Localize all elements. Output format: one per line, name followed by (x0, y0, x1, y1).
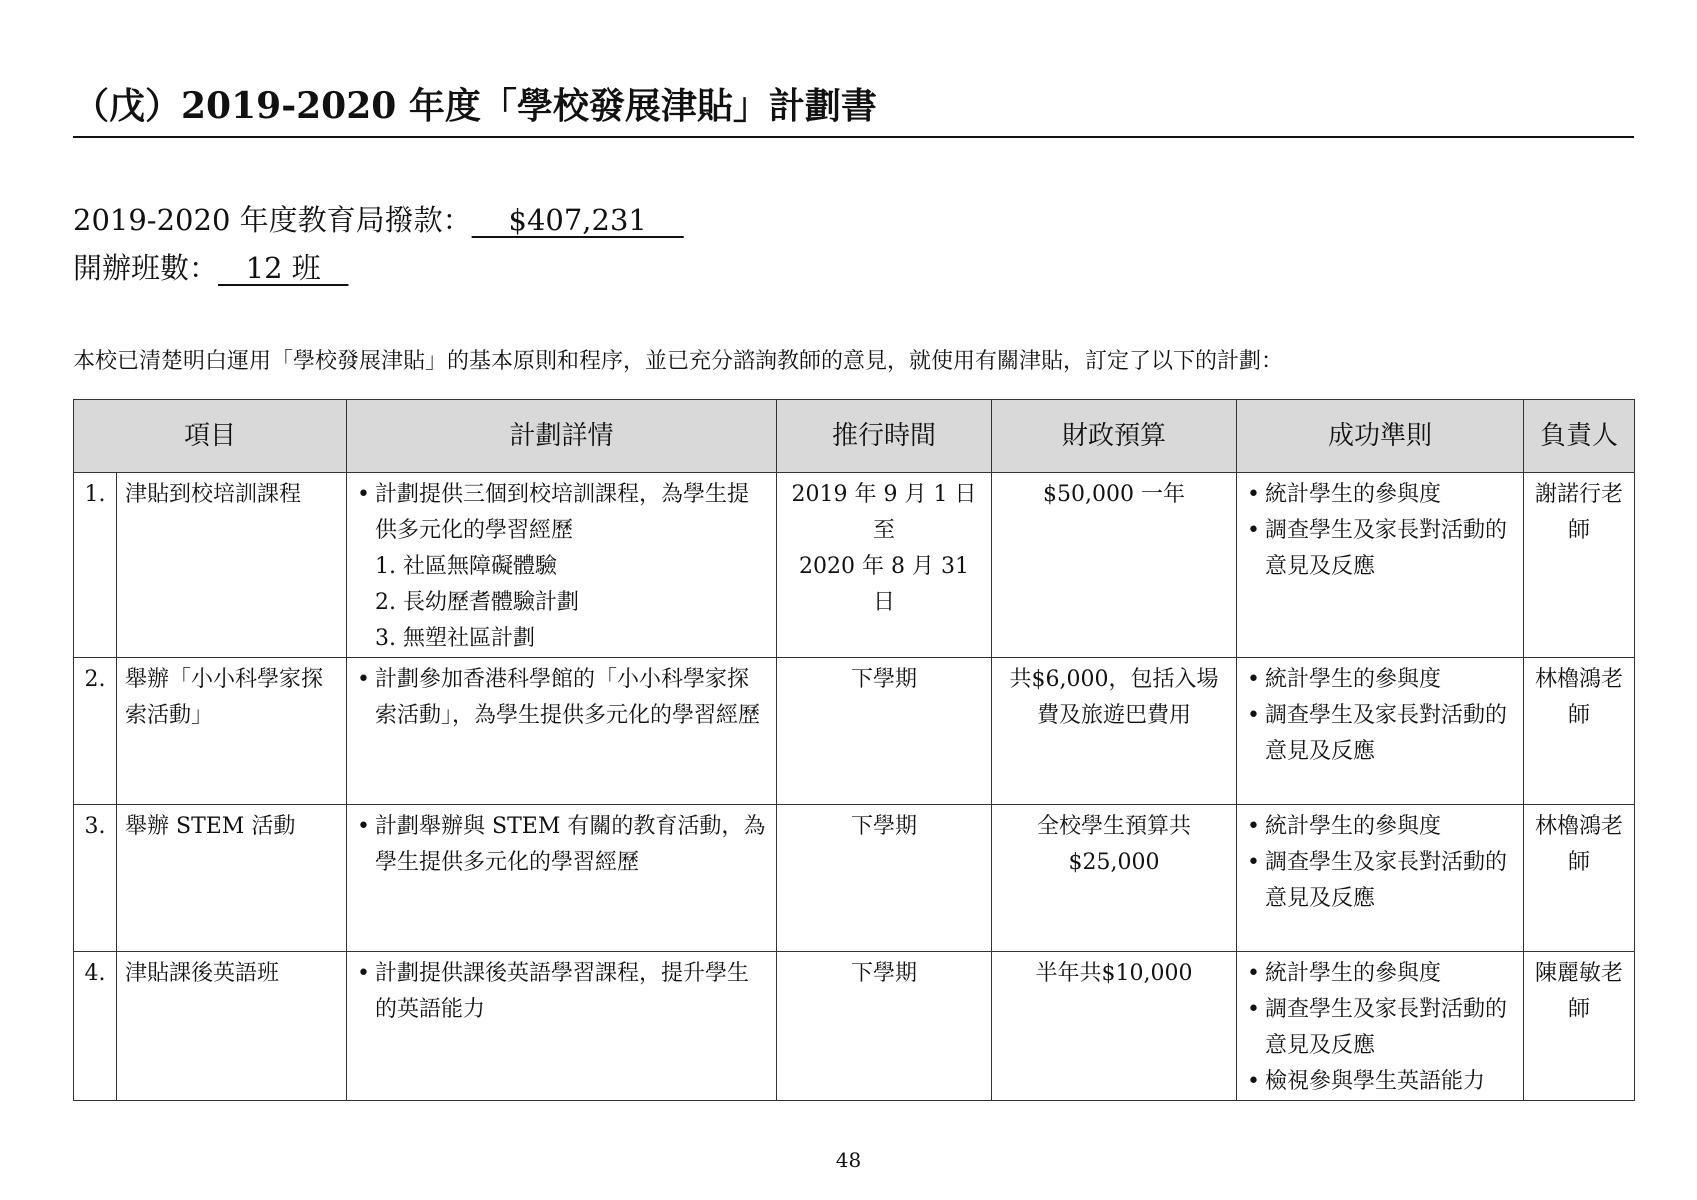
header-details: 計劃詳情 (347, 400, 777, 473)
funding-line (73, 200, 684, 240)
row-period (777, 952, 992, 1101)
row-item: 舉辦「小小科學家探索活動」 (117, 658, 347, 805)
period-line: 至 (873, 518, 896, 543)
row-number: 2. (74, 658, 117, 805)
detail-bullet: • 計劃參加香港科學館的「小小科學家探索活動」，為學生提供多元化的學習經歷 (355, 662, 768, 734)
row-details (347, 658, 777, 805)
classes-label: 開辦班數： (73, 251, 219, 285)
classes-value: 12 班 (218, 251, 349, 285)
row-period (777, 473, 992, 658)
detail-bullet: • 計劃提供三個到校培訓課程，為學生提供多元化的學習經歷 (355, 477, 768, 549)
criteria-bullet: • 統計學生的參與度 (1245, 809, 1515, 845)
row-criteria (1237, 952, 1524, 1101)
row-period (777, 658, 992, 805)
row-number: 3. (74, 805, 117, 952)
criteria-bullet: • 調查學生及家長對活動的意見及反應 (1245, 845, 1515, 917)
period-line: 2020 年 8 月 31 日 (799, 554, 969, 615)
period-line: 2019 年 9 月 1 日 (791, 482, 977, 507)
criteria-bullet: • 檢視參與學生英語能力 (1245, 1064, 1515, 1100)
criteria-bullet: • 調查學生及家長對活動的意見及反應 (1245, 698, 1515, 770)
row-details (347, 473, 777, 658)
row-criteria (1237, 473, 1524, 658)
header-period: 推行時間 (777, 400, 992, 473)
row-person: 陳麗敏老師 (1524, 952, 1635, 1101)
intro-paragraph: 本校已清楚明白運用「學校發展津貼」的基本原則和程序，並已充分諮詢教師的意見，就使用有關津貼，訂定了以下的計劃： (73, 349, 1284, 374)
row-budget: 半年共$10,000 (992, 952, 1237, 1101)
row-budget: 共$6,000，包括入場費及旅遊巴費用 (992, 658, 1237, 805)
criteria-bullet: • 統計學生的參與度 (1245, 956, 1515, 992)
row-person: 謝諾行老師 (1524, 473, 1635, 658)
classes-line (73, 248, 348, 288)
row-budget: 全校學生預算共$25,000 (992, 805, 1237, 952)
header-person: 負責人 (1524, 400, 1635, 473)
criteria-bullet: • 統計學生的參與度 (1245, 662, 1515, 698)
row-details (347, 805, 777, 952)
table-row (74, 952, 1635, 1101)
criteria-bullet: • 統計學生的參與度 (1245, 477, 1515, 513)
row-details (347, 952, 777, 1101)
row-number: 4. (74, 952, 117, 1101)
table-header-row (74, 400, 1635, 473)
detail-bullet: • 計劃舉辦與 STEM 有關的教育活動，為學生提供多元化的學習經歷 (355, 809, 768, 881)
row-criteria (1237, 658, 1524, 805)
table-row (74, 805, 1635, 952)
row-person: 林櫓鴻老師 (1524, 658, 1635, 805)
row-item: 舉辦 STEM 活動 (117, 805, 347, 952)
plan-table (73, 399, 1635, 1101)
header-budget: 財政預算 (992, 400, 1237, 473)
criteria-bullet: • 調查學生及家長對活動的意見及反應 (1245, 513, 1515, 585)
row-period (777, 805, 992, 952)
detail-subitem: 3. 無塑社區計劃 (375, 626, 535, 651)
period-line: 下學期 (851, 814, 918, 839)
detail-bullet: • 計劃提供課後英語學習課程，提升學生的英語能力 (355, 956, 768, 1028)
period-line: 下學期 (851, 667, 918, 692)
row-number: 1. (74, 473, 117, 658)
header-criteria: 成功準則 (1237, 400, 1524, 473)
header-item: 項目 (74, 400, 347, 473)
detail-subitem: 2. 長幼歷耆體驗計劃 (375, 590, 579, 615)
detail-subitem: 1. 社區無障礙體驗 (375, 554, 557, 579)
row-budget: $50,000 一年 (992, 473, 1237, 658)
criteria-bullet: • 調查學生及家長對活動的意見及反應 (1245, 992, 1515, 1064)
row-item: 津貼課後英語班 (117, 952, 347, 1101)
row-criteria (1237, 805, 1524, 952)
funding-value: $407,231 (471, 203, 684, 237)
page-title: （戊）2019-2020 年度「學校發展津貼」計劃書 (73, 82, 1634, 138)
row-person: 林櫓鴻老師 (1524, 805, 1635, 952)
row-item: 津貼到校培訓課程 (117, 473, 347, 658)
page-number: 48 (835, 1148, 862, 1172)
table-row (74, 658, 1635, 805)
table-row (74, 473, 1635, 658)
period-line: 下學期 (851, 961, 918, 986)
funding-label: 2019-2020 年度教育局撥款： (73, 203, 472, 237)
